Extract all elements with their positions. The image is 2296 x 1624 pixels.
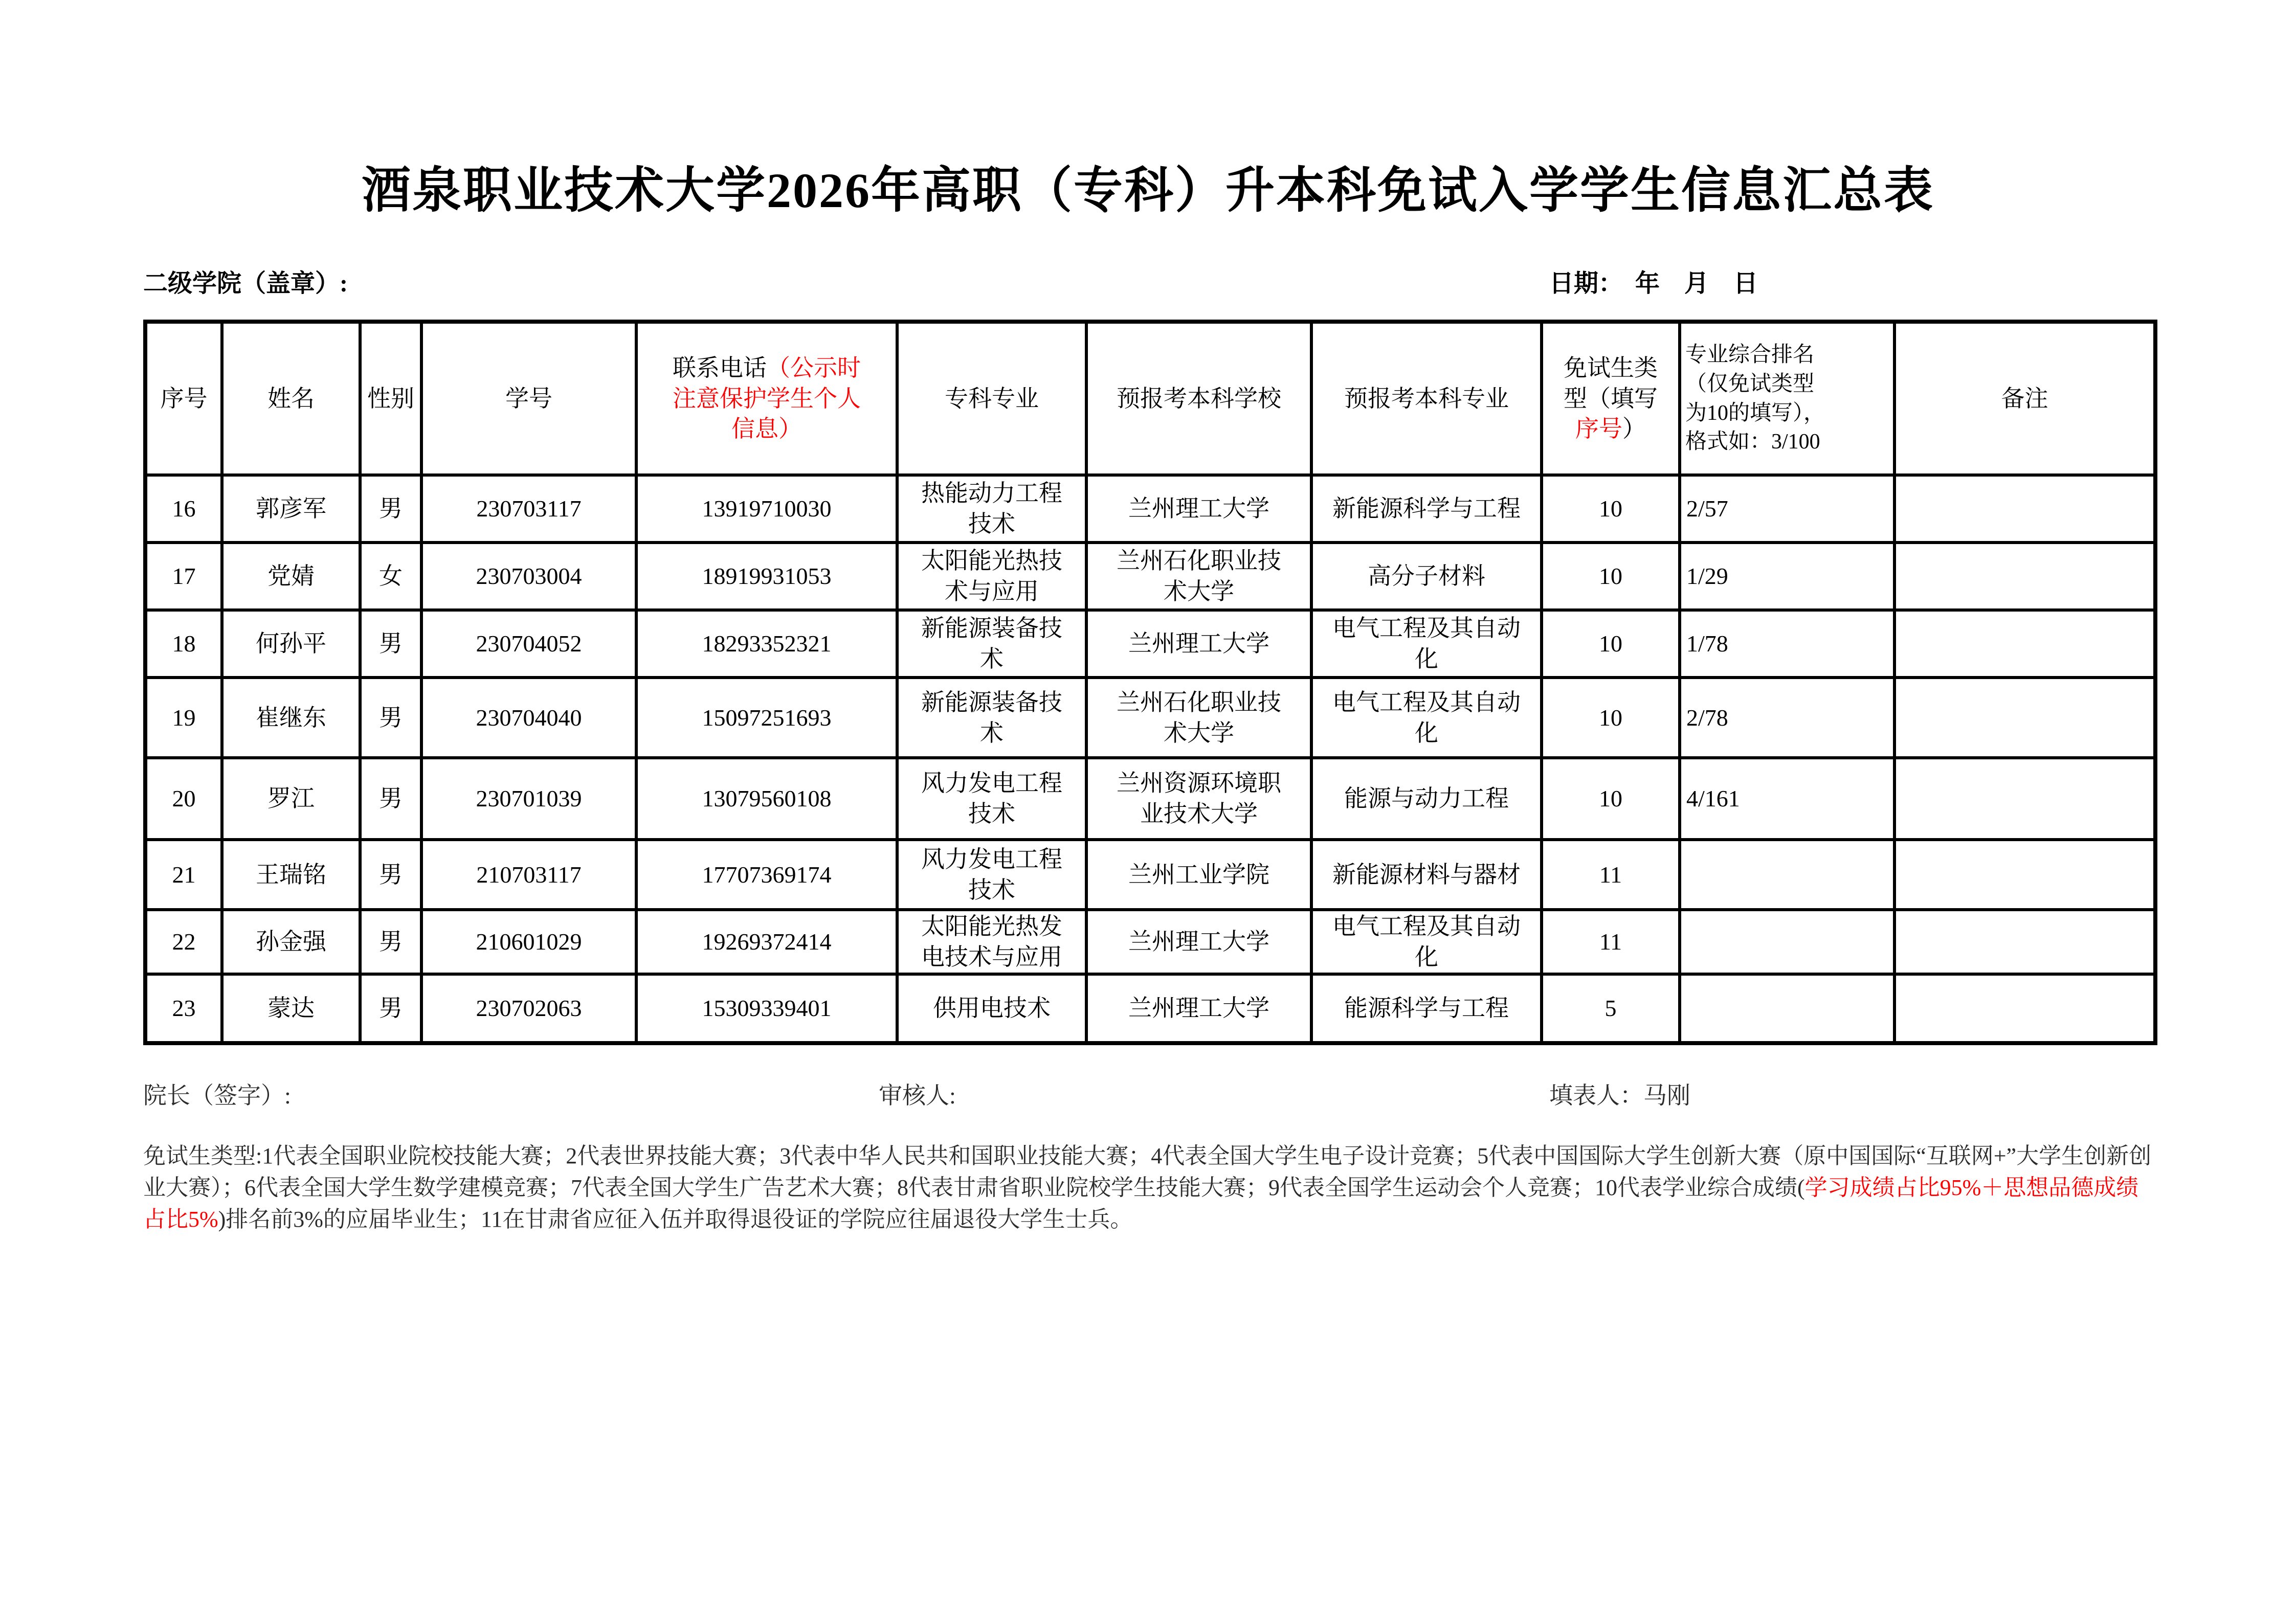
cell-target-school: 兰州理工大学 <box>1086 974 1311 1043</box>
cell-college-major: 太阳能光热技术与应用 <box>897 543 1086 610</box>
cell-remark <box>1894 840 2155 910</box>
cell-seq: 16 <box>145 475 222 543</box>
cell-exempt-type: 10 <box>1542 475 1680 543</box>
header-phone-privacy-warning: （公示时注意保护学生个人信息） <box>673 354 861 442</box>
cell-seq: 22 <box>145 910 222 974</box>
header-exempt-type-label: 免试生类型（填写 <box>1564 354 1658 412</box>
cell-remark <box>1894 610 2155 678</box>
header-gender: 性别 <box>360 322 421 475</box>
cell-seq: 20 <box>145 758 222 840</box>
cell-target-major: 电气工程及其自动化 <box>1311 610 1542 678</box>
student-row <box>145 910 2155 974</box>
cell-phone: 15097251693 <box>636 678 897 758</box>
note-paragraph <box>143 1140 2158 1235</box>
cell-student-id: 210703117 <box>421 840 636 910</box>
header-exempt-type <box>1542 322 1680 475</box>
student-row <box>145 840 2155 910</box>
cell-college-major: 太阳能光热发电技术与应用 <box>897 910 1086 974</box>
cell-phone: 18919931053 <box>636 543 897 610</box>
cell-remark <box>1894 974 2155 1043</box>
cell-phone: 19269372414 <box>636 910 897 974</box>
cell-exempt-type: 10 <box>1542 610 1680 678</box>
cell-exempt-type: 11 <box>1542 840 1680 910</box>
header-name: 姓名 <box>222 322 360 475</box>
cell-student-id: 230704040 <box>421 678 636 758</box>
student-row <box>145 543 2155 610</box>
cell-target-school: 兰州石化职业技术大学 <box>1086 678 1311 758</box>
cell-rank: 1/29 <box>1680 543 1894 610</box>
cell-name: 王瑞铭 <box>222 840 360 910</box>
cell-rank: 4/161 <box>1680 758 1894 840</box>
reviewer-label: 审核人: <box>879 1082 956 1109</box>
cell-rank: 2/57 <box>1680 475 1894 543</box>
cell-target-major: 能源与动力工程 <box>1311 758 1542 840</box>
header-exempt-type-red: 序号 <box>1575 416 1622 442</box>
cell-target-major: 电气工程及其自动化 <box>1311 910 1542 974</box>
signature-row <box>143 1077 2153 1110</box>
cell-target-school: 兰州理工大学 <box>1086 910 1311 974</box>
cell-gender: 男 <box>360 758 421 840</box>
cell-seq: 21 <box>145 840 222 910</box>
cell-gender: 男 <box>360 910 421 974</box>
cell-name: 何孙平 <box>222 610 360 678</box>
cell-college-major: 新能源装备技术 <box>897 610 1086 678</box>
cell-name: 崔继东 <box>222 678 360 758</box>
cell-student-id: 230703004 <box>421 543 636 610</box>
student-row <box>145 678 2155 758</box>
header-rank: 专业综合排名（仅免试类型为10的填写），格式如：3/100 <box>1680 322 1894 475</box>
cell-remark <box>1894 678 2155 758</box>
summary-table <box>143 320 2157 1045</box>
cell-phone: 17707369174 <box>636 840 897 910</box>
cell-seq: 19 <box>145 678 222 758</box>
cell-student-id: 230703117 <box>421 475 636 543</box>
cell-target-school: 兰州石化职业技术大学 <box>1086 543 1311 610</box>
cell-student-id: 230704052 <box>421 610 636 678</box>
cell-exempt-type: 5 <box>1542 974 1680 1043</box>
cell-exempt-type: 10 <box>1542 678 1680 758</box>
cell-rank <box>1680 974 1894 1043</box>
header-student-id: 学号 <box>421 322 636 475</box>
cell-exempt-type: 10 <box>1542 758 1680 840</box>
cell-rank: 2/78 <box>1680 678 1894 758</box>
cell-target-school: 兰州理工大学 <box>1086 610 1311 678</box>
cell-name: 孙金强 <box>222 910 360 974</box>
cell-target-school: 兰州理工大学 <box>1086 475 1311 543</box>
cell-student-id: 210601029 <box>421 910 636 974</box>
header-target-school: 预报考本科学校 <box>1086 322 1311 475</box>
cell-gender: 男 <box>360 974 421 1043</box>
student-row <box>145 610 2155 678</box>
cell-gender: 男 <box>360 678 421 758</box>
cell-seq: 17 <box>145 543 222 610</box>
cell-target-major: 电气工程及其自动化 <box>1311 678 1542 758</box>
cell-target-major: 能源科学与工程 <box>1311 974 1542 1043</box>
header-phone-label: 联系电话 <box>673 354 767 381</box>
preparer-label: 填表人：马刚 <box>1549 1082 1690 1109</box>
cell-target-school: 兰州资源环境职业技术大学 <box>1086 758 1311 840</box>
header-remark: 备注 <box>1894 322 2155 475</box>
cell-college-major: 风力发电工程技术 <box>897 758 1086 840</box>
cell-gender: 男 <box>360 475 421 543</box>
cell-target-school: 兰州工业学院 <box>1086 840 1311 910</box>
note-text-after: )排名前3%的应届毕业生；11在甘肃省应征入伍并取得退役证的学院应往届退役大学生士兵。 <box>218 1206 1133 1232</box>
cell-target-major: 新能源科学与工程 <box>1311 475 1542 543</box>
cell-college-major: 热能动力工程技术 <box>897 475 1086 543</box>
cell-student-id: 230701039 <box>421 758 636 840</box>
cell-phone: 18293352321 <box>636 610 897 678</box>
cell-rank: 1/78 <box>1680 610 1894 678</box>
header-exempt-type-close: ） <box>1622 416 1646 442</box>
student-row <box>145 758 2155 840</box>
cell-target-major: 新能源材料与器材 <box>1311 840 1542 910</box>
cell-seq: 23 <box>145 974 222 1043</box>
cell-remark <box>1894 475 2155 543</box>
cell-phone: 15309339401 <box>636 974 897 1043</box>
page-title: 酒泉职业技术大学2026年高职（专科）升本科免试入学学生信息汇总表 <box>362 163 1934 218</box>
cell-phone: 13079560108 <box>636 758 897 840</box>
header-phone <box>636 322 897 475</box>
cell-name: 罗江 <box>222 758 360 840</box>
subheader-row <box>143 263 2153 299</box>
cell-rank <box>1680 840 1894 910</box>
note-text-before: 免试生类型:1代表全国职业院校技能大赛；2代表世界技能大赛；3代表中华人民共和国职业技能大赛；4代表全国大学生电子设计竞赛；5代表中国国际大学生创新大赛（原中国国际“互联网+”大学生创新创业大赛）；6代表全国大学生数学建模竞赛；7代表全国大学生广告艺术大赛；8代表甘肃省职业院校学生技能大赛；9代表全国学生运动会个人竞赛；10代表学业综合成绩( <box>143 1143 2152 1200</box>
cell-exempt-type: 11 <box>1542 910 1680 974</box>
cell-student-id: 230702063 <box>421 974 636 1043</box>
cell-name: 蒙达 <box>222 974 360 1043</box>
student-row <box>145 475 2155 543</box>
dean-signature-label: 院长（签字）: <box>143 1082 291 1109</box>
cell-remark <box>1894 758 2155 840</box>
cell-remark <box>1894 910 2155 974</box>
cell-college-major: 风力发电工程技术 <box>897 840 1086 910</box>
cell-remark <box>1894 543 2155 610</box>
header-target-major: 预报考本科专业 <box>1311 322 1542 475</box>
cell-seq: 18 <box>145 610 222 678</box>
header-row <box>145 322 2155 475</box>
cell-rank <box>1680 910 1894 974</box>
cell-gender: 女 <box>360 543 421 610</box>
cell-gender: 男 <box>360 840 421 910</box>
cell-gender: 男 <box>360 610 421 678</box>
header-seq: 序号 <box>145 322 222 475</box>
header-college-major: 专科专业 <box>897 322 1086 475</box>
student-row <box>145 974 2155 1043</box>
cell-name: 党婧 <box>222 543 360 610</box>
note-text-red: 学习成绩占比95%＋思想品德成绩占比5% <box>143 1175 2139 1232</box>
cell-phone: 13919710030 <box>636 475 897 543</box>
cell-target-major: 高分子材料 <box>1311 543 1542 610</box>
cell-exempt-type: 10 <box>1542 543 1680 610</box>
date-label: 日期： 年 月 日 <box>1549 270 1758 297</box>
cell-college-major: 供用电技术 <box>897 974 1086 1043</box>
cell-college-major: 新能源装备技术 <box>897 678 1086 758</box>
college-seal-label: 二级学院（盖章）: <box>143 270 348 297</box>
cell-name: 郭彦军 <box>222 475 360 543</box>
